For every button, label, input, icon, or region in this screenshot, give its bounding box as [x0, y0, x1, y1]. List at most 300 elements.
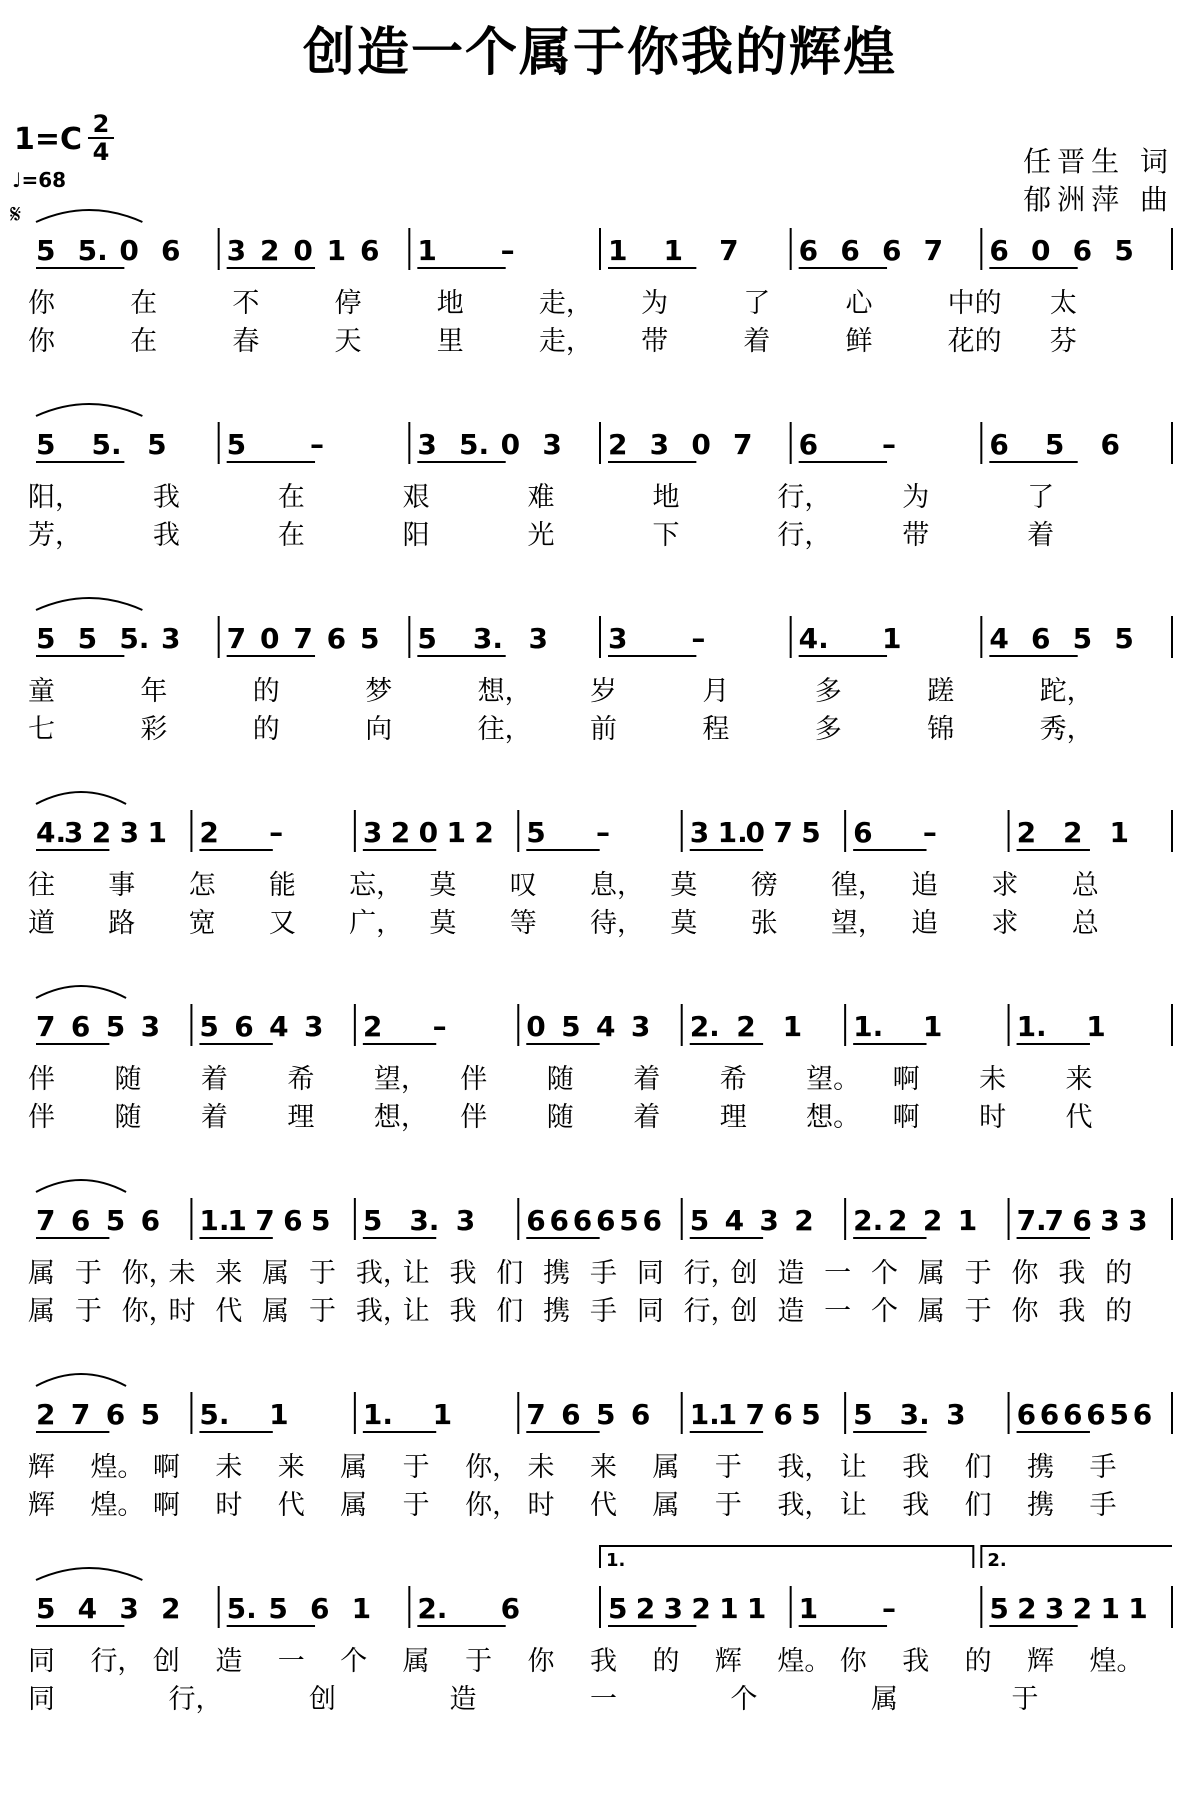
lyric-char: 属: [652, 1452, 680, 1483]
note: 6: [596, 1204, 616, 1237]
lyric-char: 在: [277, 482, 305, 513]
lyric-char: 个: [871, 1258, 898, 1289]
lyric-char: 伴: [28, 1102, 55, 1133]
note: 6: [360, 234, 380, 267]
note: 6: [798, 234, 819, 267]
note: 2: [1017, 1592, 1037, 1625]
lyric-char: 于: [309, 1296, 336, 1327]
score-system: [28, 598, 1172, 745]
lyric-char: 时: [215, 1490, 243, 1521]
slur: [36, 404, 142, 416]
lyric-char: 同: [28, 1646, 55, 1677]
note: 3: [1044, 1592, 1065, 1625]
lyric-char: 未: [527, 1452, 555, 1483]
lyric-char: 徬: [750, 870, 778, 901]
note: 6: [1063, 1398, 1083, 1431]
lyric-char: 着: [1027, 520, 1055, 551]
note: 0: [745, 816, 765, 849]
note: 5: [36, 234, 56, 267]
note: 5: [417, 622, 437, 655]
lyric-char: 七: [28, 714, 55, 745]
note: 2: [1016, 816, 1037, 849]
lyric-char: 下: [652, 520, 680, 551]
lyric-char: 辉: [28, 1452, 55, 1483]
lyric-char: 锦: [927, 714, 955, 745]
note: 1: [326, 234, 347, 267]
note: 5: [36, 428, 56, 461]
lyric-char: 你，: [465, 1452, 520, 1483]
lyric-char: 于: [964, 1296, 992, 1327]
lyric-char: 属: [917, 1258, 945, 1289]
note: 7: [1044, 1204, 1064, 1237]
note: 0: [526, 1010, 546, 1043]
lyric-char: 徨，: [830, 870, 885, 901]
note: 6: [1016, 1398, 1037, 1431]
note: 1: [719, 1592, 739, 1625]
slur: [36, 598, 142, 610]
lyric-char: 属: [262, 1296, 290, 1327]
lyric-char: 来: [590, 1452, 617, 1483]
lyric-char: 心: [845, 288, 873, 319]
note: 6: [642, 1204, 662, 1237]
note: 6: [526, 1204, 546, 1237]
time-signature-top: 2: [92, 110, 110, 138]
lyric-char: 一: [277, 1646, 305, 1677]
note: 5: [801, 1398, 821, 1431]
lyric-char: 蹉: [927, 676, 955, 707]
note: 5: [1114, 622, 1134, 655]
lyric-char: 为: [641, 288, 669, 319]
note: 6: [1039, 1398, 1060, 1431]
lyric-char: 我，: [355, 1258, 410, 1289]
note: 3: [417, 428, 437, 461]
note: 5: [1114, 234, 1134, 267]
lyric-char: 于: [714, 1452, 742, 1483]
lyric-char: 着: [743, 326, 771, 357]
lyric-char: 让: [402, 1258, 430, 1289]
lyric-char: 年: [140, 676, 168, 707]
note: 3: [608, 622, 628, 655]
note: 5: [226, 428, 247, 461]
note: 0: [418, 816, 439, 849]
note: 2: [736, 1010, 756, 1043]
note: 3: [1100, 1204, 1120, 1237]
note: 4.: [36, 816, 67, 849]
lyric-char: 代: [215, 1296, 243, 1327]
note: 5: [199, 1010, 219, 1043]
note: 0: [119, 234, 139, 267]
note: 1.: [853, 1010, 884, 1043]
note: 7: [773, 816, 793, 849]
lyric-char: 辉: [714, 1646, 742, 1677]
lyric-char: 创: [152, 1646, 180, 1677]
note: 2: [390, 816, 411, 849]
lyric-char: 在: [130, 326, 158, 357]
note: 2.: [853, 1204, 884, 1237]
lyric-char: 怎: [188, 870, 216, 901]
note: 1: [417, 234, 437, 267]
lyric-char: 于: [964, 1258, 992, 1289]
lyric-char: 中的: [947, 288, 1002, 319]
note: 0: [691, 428, 711, 461]
note: 5.: [77, 234, 108, 267]
note: 6: [572, 1204, 593, 1237]
note: 3: [663, 1592, 684, 1625]
lyric-char: 一: [590, 1684, 617, 1715]
lyric-char: 岁: [590, 676, 617, 707]
lyric-char: 未: [979, 1064, 1007, 1095]
lyric-char: 携: [543, 1258, 571, 1289]
note: 6: [105, 1398, 126, 1431]
note: 6: [1031, 622, 1051, 655]
note: 3: [226, 234, 247, 267]
score-system: [28, 1180, 1172, 1327]
note: 6: [1072, 1204, 1092, 1237]
lyric-char: 为: [902, 482, 930, 513]
score-system: [28, 404, 1172, 551]
lyric-char: 你，: [121, 1296, 176, 1327]
lyric-char: 属: [262, 1258, 290, 1289]
note: 4: [724, 1204, 745, 1237]
lyric-char: 你，: [465, 1490, 520, 1521]
lyric-char: 来: [277, 1452, 305, 1483]
lyric-char: 手: [590, 1296, 617, 1327]
note: 7: [733, 428, 753, 461]
lyric-char: 同: [636, 1258, 664, 1289]
lyric-char: 你: [28, 326, 55, 357]
note: 1: [957, 1204, 978, 1237]
note: 2: [36, 1398, 56, 1431]
lyric-char: 煌。: [777, 1646, 832, 1677]
lyric-char: 煌。: [90, 1490, 145, 1521]
lyric-char: 行，: [90, 1646, 145, 1677]
note: 7: [36, 1204, 56, 1237]
lyric-char: 于: [1011, 1684, 1039, 1715]
lyric-char: 等: [509, 908, 537, 939]
lyric-char: 个: [340, 1646, 368, 1677]
lyric-char: 叹: [509, 870, 537, 901]
note: 4.: [798, 622, 829, 655]
lyric-char: 地: [436, 288, 464, 319]
lyric-char: 伴: [460, 1102, 488, 1133]
note: 6: [549, 1204, 570, 1237]
lyric-char: 息，: [590, 870, 644, 901]
lyric-char: 宽: [188, 908, 216, 939]
lyric-char: 代: [277, 1490, 305, 1521]
note: 1: [798, 1592, 819, 1625]
lyric-char: 的: [252, 714, 280, 745]
note: 6: [70, 1010, 91, 1043]
note: 1.: [362, 1398, 393, 1431]
lyric-char: 创: [730, 1296, 758, 1327]
lyric-char: 莫: [429, 870, 457, 901]
note: 3: [1128, 1204, 1148, 1237]
lyric-char: 伴: [460, 1064, 488, 1095]
lyric-char: 携: [1027, 1490, 1055, 1521]
note: 2: [91, 816, 112, 849]
lyric-char: 行，: [777, 520, 832, 551]
lyric-char: 属: [340, 1452, 368, 1483]
lyric-char: 跎，: [1039, 676, 1094, 707]
lyric-char: 们: [964, 1452, 992, 1483]
lyric-char: 了: [743, 288, 771, 319]
lyric-char: 让: [839, 1490, 867, 1521]
lyric-char: 程: [702, 714, 730, 745]
note: 5: [140, 1398, 161, 1431]
note: 6: [161, 234, 181, 267]
note: 3: [119, 816, 140, 849]
lyric-char: 了: [1027, 482, 1055, 513]
lyric-char: 花的: [947, 326, 1002, 357]
note: 4: [989, 622, 1009, 655]
note: 6: [561, 1398, 581, 1431]
lyric-char: 们: [496, 1258, 524, 1289]
slur: [36, 210, 142, 222]
lyric-char: 代: [590, 1490, 617, 1521]
lyric-char: 追: [911, 870, 939, 901]
note: 7: [255, 1204, 275, 1237]
lyric-char: 属: [871, 1684, 898, 1715]
note: –: [691, 622, 706, 655]
note: 5: [36, 622, 56, 655]
note: 1: [269, 1398, 289, 1431]
lyric-char: 待，: [590, 908, 644, 939]
note: 5: [801, 816, 821, 849]
lyric-char: 造: [449, 1684, 477, 1715]
note: 5: [360, 622, 380, 655]
lyric-char: 啊: [892, 1064, 920, 1095]
lyric-char: 煌。: [90, 1452, 145, 1483]
lyric-char: 光: [527, 520, 555, 551]
lyric-char: 我: [590, 1646, 617, 1677]
lyric-char: 走，: [538, 326, 593, 357]
note: 3.: [472, 622, 504, 655]
note: 5: [561, 1010, 581, 1043]
lyric-char: 事: [108, 870, 136, 901]
lyric-char: 望，: [830, 908, 885, 939]
note: 1: [746, 1592, 767, 1625]
lyric-char: 月: [702, 676, 730, 707]
lyric-char: 阳，: [28, 482, 82, 513]
note: 6: [283, 1204, 303, 1237]
lyric-char: 携: [543, 1296, 571, 1327]
lyric-char: 芳，: [28, 520, 82, 551]
note: 4: [269, 1010, 289, 1043]
lyric-char: 煌。: [1089, 1646, 1144, 1677]
lyric-char: 的: [1105, 1258, 1133, 1289]
note: 1: [446, 816, 466, 849]
lyric-char: 同: [28, 1684, 55, 1715]
lyric-char: 随: [114, 1064, 142, 1095]
note: 3: [161, 622, 181, 655]
slur: [36, 986, 126, 998]
lyric-char: 个: [871, 1296, 898, 1327]
lyric-char: 于: [714, 1490, 742, 1521]
note: 5.: [459, 428, 490, 461]
note: 3: [119, 1592, 139, 1625]
note: 1: [351, 1592, 372, 1625]
lyric-char: 梦: [365, 676, 393, 707]
lyric-char: 你: [1011, 1258, 1039, 1289]
lyric-char: 希: [719, 1064, 747, 1095]
note: 0: [260, 622, 280, 655]
lyric-char: 创: [309, 1684, 336, 1715]
lyric-char: 鲜: [845, 326, 873, 357]
lyric-char: 多: [814, 714, 842, 745]
lyric-char: 春: [232, 326, 260, 357]
note: 3.: [409, 1204, 440, 1237]
key-signature: 1=C: [14, 122, 83, 157]
lyric-char: 我: [152, 482, 180, 513]
lyric-char: 往，: [477, 714, 532, 745]
lyric-char: 往: [28, 870, 55, 901]
note: 2: [474, 816, 494, 849]
note: 0: [1031, 234, 1051, 267]
note: 5: [36, 1592, 56, 1625]
lyric-char: 啊: [152, 1490, 180, 1521]
lyric-char: 未: [168, 1258, 196, 1289]
note: 6: [1086, 1398, 1106, 1431]
note: 6: [70, 1204, 91, 1237]
lyric-char: 创: [730, 1258, 758, 1289]
lyric-char: 的: [652, 1646, 680, 1677]
slur: [36, 1374, 126, 1386]
lyric-char: 随: [114, 1102, 142, 1133]
note: 5: [526, 816, 546, 849]
score-system: [28, 210, 1172, 357]
note: 1: [922, 1010, 943, 1043]
note: 2: [260, 234, 280, 267]
lyric-char: 我: [902, 1452, 930, 1483]
note: 7.: [1016, 1204, 1047, 1237]
note: 1: [432, 1398, 453, 1431]
note: 7: [719, 234, 739, 267]
lyric-char: 的: [1105, 1296, 1133, 1327]
lyric-char: 广，: [349, 908, 404, 939]
note: 5: [1109, 1398, 1130, 1431]
lyric-char: 地: [652, 482, 680, 513]
lyric-char: 属: [652, 1490, 680, 1521]
lyric-char: 带: [641, 326, 669, 357]
lyric-char: 行，: [168, 1684, 223, 1715]
note: 5: [619, 1204, 639, 1237]
note: 7: [293, 622, 313, 655]
volta-bracket-2: [981, 1546, 1172, 1568]
lyric-char: 未: [215, 1452, 243, 1483]
note: 6: [1132, 1398, 1153, 1431]
lyric-char: 来: [215, 1258, 243, 1289]
lyric-char: 代: [1065, 1102, 1093, 1133]
note: 6: [853, 816, 873, 849]
slur: [36, 792, 126, 804]
note: 5.: [226, 1592, 257, 1625]
lyric-char: 我: [1058, 1296, 1086, 1327]
lyric-char: 理: [719, 1102, 747, 1133]
note: 5: [268, 1592, 288, 1625]
lyric-char: 你: [1011, 1296, 1039, 1327]
lyric-char: 行，: [777, 482, 832, 513]
score-system: [28, 792, 1172, 939]
lyric-char: 你: [839, 1646, 867, 1677]
note: 5: [310, 1204, 331, 1237]
note: 3: [649, 428, 670, 461]
lyric-char: 于: [402, 1490, 430, 1521]
lyric-char: 让: [402, 1296, 430, 1327]
note: 1.: [199, 1204, 230, 1237]
lyric-char: 天: [334, 326, 362, 357]
lyric-char: 我，: [777, 1452, 832, 1483]
lyric-char: 童: [28, 676, 55, 707]
lyric-char: 的: [252, 676, 280, 707]
lyric-char: 同: [636, 1296, 664, 1327]
lyric-char: 总: [1071, 870, 1099, 901]
quarter-note-icon: ♩: [12, 168, 22, 192]
note: 2: [794, 1204, 814, 1237]
lyric-char: 随: [546, 1102, 574, 1133]
note: 3: [140, 1010, 161, 1043]
lyric-char: 向: [365, 714, 393, 745]
note: 2: [362, 1010, 383, 1043]
lyric-char: 于: [74, 1296, 102, 1327]
note: 1: [1109, 816, 1130, 849]
lyric-char: 我，: [777, 1490, 832, 1521]
note: 6: [630, 1398, 651, 1431]
note: 3: [759, 1204, 779, 1237]
lyric-char: 一: [824, 1296, 852, 1327]
note: –: [922, 816, 937, 849]
score-system: [28, 1568, 1172, 1715]
lyric-char: 停: [334, 288, 362, 319]
note: 2: [1063, 816, 1083, 849]
lyric-char: 让: [839, 1452, 867, 1483]
note: 5: [596, 1398, 616, 1431]
lyric-char: 我: [449, 1258, 477, 1289]
note: 7: [526, 1398, 546, 1431]
lyric-char: 随: [546, 1064, 574, 1095]
note: –: [269, 816, 284, 849]
lyric-char: 希: [287, 1064, 315, 1095]
lyric-char: 于: [402, 1452, 430, 1483]
lyric-char: 我: [1058, 1258, 1086, 1289]
note: 6: [1072, 234, 1093, 267]
lyric-char: 于: [309, 1258, 336, 1289]
note: 4: [77, 1592, 98, 1625]
note: 1: [717, 1398, 738, 1431]
lyric-char: 想，: [477, 676, 532, 707]
note: 5: [105, 1204, 126, 1237]
lyric-char: 时: [979, 1102, 1007, 1133]
lyric-char: 想，: [373, 1102, 428, 1133]
note: 2: [199, 816, 219, 849]
note: 3: [528, 622, 548, 655]
note: 1.: [689, 1398, 720, 1431]
note: 6: [798, 428, 819, 461]
note: 3: [455, 1204, 476, 1237]
lyric-char: 啊: [892, 1102, 920, 1133]
note: 4: [596, 1010, 616, 1043]
lyric-char: 莫: [429, 908, 457, 939]
lyric-char: 属: [402, 1646, 430, 1677]
note: 7: [923, 234, 944, 267]
lyric-char: 不: [232, 288, 260, 319]
lyric-char: 路: [108, 908, 136, 939]
time-signature-bottom: 4: [92, 138, 110, 166]
note: 2: [1072, 1592, 1093, 1625]
lyric-char: 你: [527, 1646, 555, 1677]
note: 1: [608, 234, 628, 267]
note: 5: [989, 1592, 1009, 1625]
note: 6: [140, 1204, 161, 1237]
